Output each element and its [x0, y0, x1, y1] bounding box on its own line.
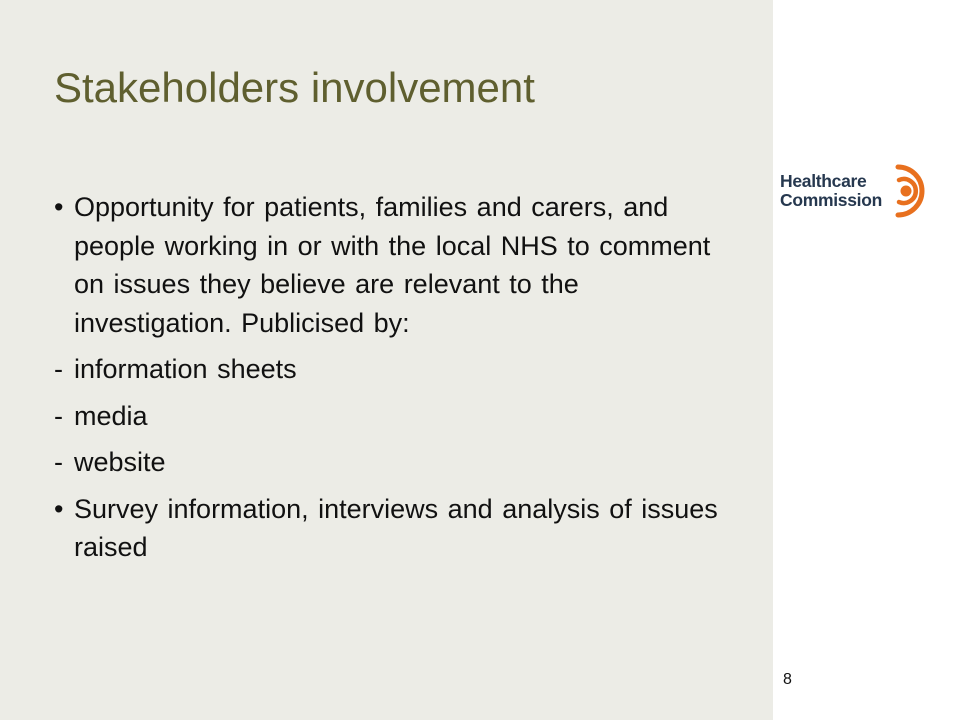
list-item-text: information sheets	[74, 354, 297, 384]
logo-line-2: Commission	[780, 190, 883, 210]
dash-marker: -	[54, 447, 63, 477]
dash-marker: -	[54, 354, 63, 384]
list-item	[54, 397, 734, 436]
bullet-marker: •	[54, 493, 64, 524]
logo-text	[780, 172, 882, 210]
slide-body-list	[54, 188, 734, 575]
bullet-marker: •	[54, 192, 64, 222]
list-item-text: Survey information, interviews and analysis of issues raised	[74, 493, 718, 562]
logo-line-1: Healthcare	[780, 171, 867, 191]
list-item	[54, 443, 734, 482]
list-item-text: media	[74, 400, 148, 431]
list-item	[54, 350, 734, 389]
list-item	[54, 188, 734, 342]
list-item	[54, 490, 734, 567]
page-number: 8	[783, 671, 792, 688]
dash-marker: -	[54, 400, 63, 431]
list-item-text: Opportunity for patients, families and carers, and people working in or with the local NHS to comment on issues they believe are relevant to the investigation. Publicised by:	[74, 192, 711, 338]
slide-title: Stakeholders involvement	[54, 64, 535, 111]
healthcare-commission-logo	[780, 158, 940, 228]
healthcare-commission-swirl-icon	[886, 158, 940, 224]
list-item-text: website	[74, 447, 166, 477]
